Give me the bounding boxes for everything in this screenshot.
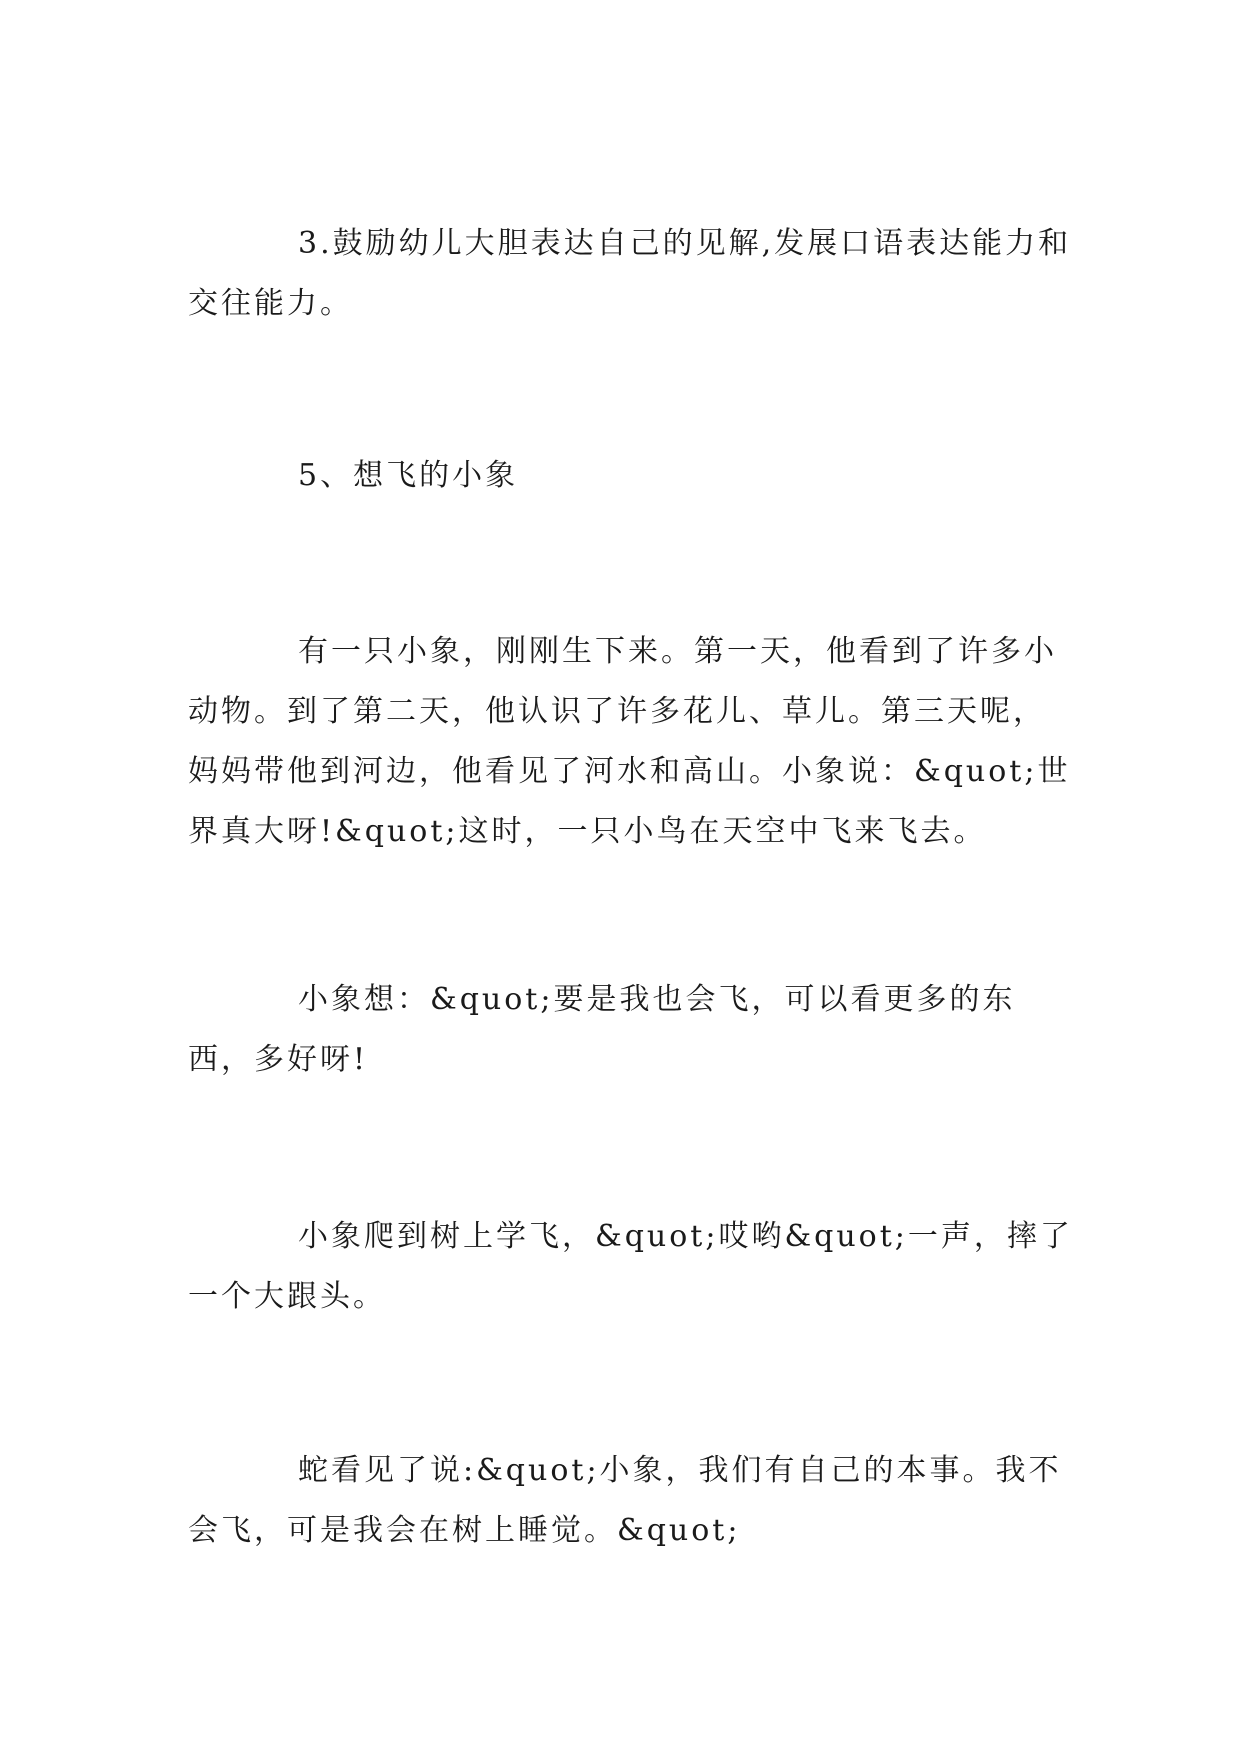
objective-paragraph: 3.鼓励幼儿大胆表达自己的见解,发展口语表达能力和交往能力。 bbox=[188, 226, 1072, 321]
story-paragraph-1: 有一只小象，刚刚生下来。第一天，他看到了许多小动物。到了第二天，他认识了许多花儿、草儿。第三天呢，妈妈带他到河边，他看见了河水和高山。小象说：&quot;世界真大呀!&quot;这时，一只小鸟在天空中飞来飞去。 bbox=[188, 634, 1071, 849]
story-title: 5、想飞的小象 bbox=[298, 458, 519, 493]
story-paragraph-3: 小象爬到树上学飞，&quot;哎哟&quot;一声，摔了一个大跟头。 bbox=[188, 1219, 1073, 1314]
story-paragraph-2: 小象想：&quot;要是我也会飞，可以看更多的东西，多好呀! bbox=[188, 982, 1016, 1077]
story-paragraph-4: 蛇看见了说:&quot;小象，我们有自己的本事。我不会飞，可是我会在树上睡觉。&quot; bbox=[188, 1453, 1062, 1548]
